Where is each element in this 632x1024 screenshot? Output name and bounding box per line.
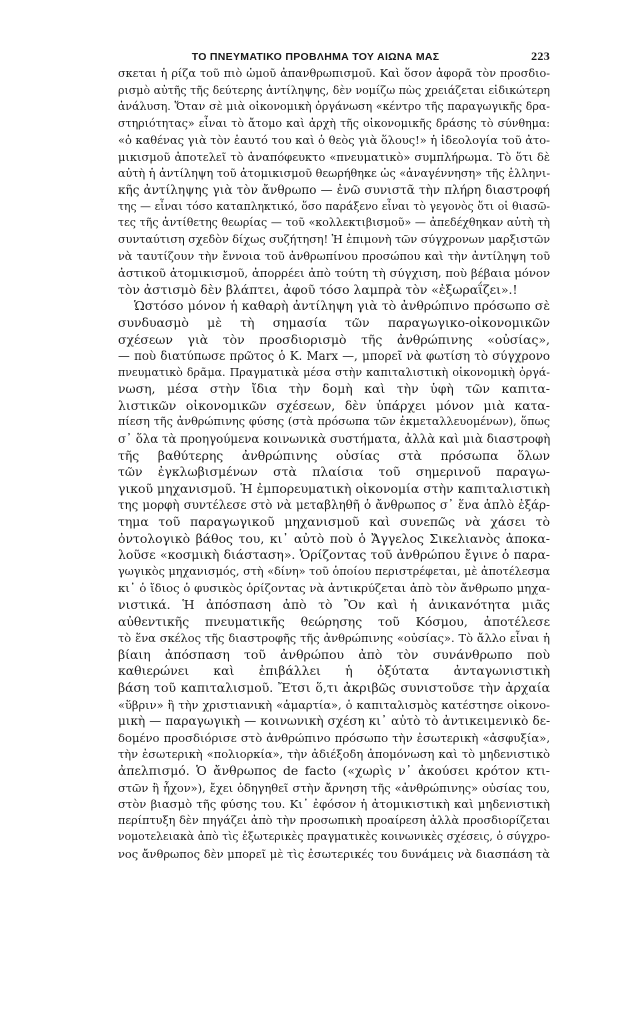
text-line: αὐτὴ ἡ ἀντίληψη τοῦ ἀτομικισμοῦ θεωρήθηκε ὡς «ἀναγέννηση» τῆς ἑλληνι- <box>118 166 551 180</box>
text-line: μικισμοῦ ἀποτελεῖ τὸ ἀναπόφευκτο «πνευματικὸ» συμπλήρωμα. Τὸ ὅτι δὲ <box>118 149 550 164</box>
text-line: κῆς ἀντίληψης γιὰ τὸν ἄνθρωπο — ἐνῶ συνιστᾶ τὴν πλήρη διαστροφή <box>118 183 550 198</box>
text-line: Ὡστόσο μόνον ἡ καθαρὴ ἀντίληψη γιὰ τὸ ἀνθρώπινο πρόσωπο σὲ <box>134 298 550 314</box>
text-line: στὸν βιασμὸ τῆς φύσης του. Κι᾿ ἐφόσον ἡ ἀτομικιστικὴ καὶ μηδενιστικὴ <box>118 797 550 812</box>
text-line: ἀστικοῦ ἀτομικισμοῦ, ἀπορρέει ἀπὸ τούτη τὴ σύγχιση, ποὺ βέβαια μόνον <box>118 266 550 281</box>
text-line: «ὕβριν» ἢ τὴν χριστιανικὴ «ἁμαρτία», ὁ καπιταλισμὸς κατέστησε οἰκονο- <box>118 697 550 712</box>
text-line: δομένο προσδιόρισε στὸ ἀνθρώπινο πρόσωπο τὴν ἐσωτερικὴ «ἀσφυξία», <box>118 730 550 745</box>
text-line: νωση, μέσα στὴν ἴδια τὴν δομὴ καὶ τὴν ὑφὴ τῶν καπιτα- <box>118 381 550 397</box>
running-title: ΤΟ ΠΝΕΥΜΑΤΙΚΟ ΠΡΟΒΛΗΜΑ ΤΟΥ ΑΙΩΝΑ ΜΑΣ <box>191 51 440 63</box>
text-line: βίαιη ἀπόσπαση τοῦ ἀνθρώπου ἀπὸ τὸν συνάνθρωπο ποὺ <box>118 646 550 662</box>
text-line: της — εἶναι τόσο καταπληκτικό, ὅσο παράξενο εἶναι τὸ γεγονὸς ὅτι οἱ θιασῶ- <box>118 199 550 213</box>
text-line: νὰ ταυτίζουν τὴν ἔννοια τοῦ ἀνθρωπίνου προσώπου καὶ τὴν ἀντίληψη τοῦ <box>118 249 550 263</box>
text-line: τες τῆς ἀντίθετης θεωρίας — τοῦ «κολλεκτιβισμοῦ» — ἀπεδέχθηκαν αὐτὴ τὴ <box>118 216 550 230</box>
text-line: ἀνάλυση. Ὅταν σὲ μιὰ οἰκονομικὴ ὀργάνωση «κέντρο τῆς παραγωγικῆς δρα- <box>118 100 550 114</box>
text-line: «ὁ καθένας γιὰ τὸν ἑαυτό του καὶ ὁ θεὸς γιὰ ὅλους!» ἡ ἰδεολογία τοῦ ἀτο- <box>118 133 550 148</box>
text-line: γικοῦ μηχανισμοῦ. Ἡ ἐμπορευματικὴ οἰκονομία στὴν καπιταλιστικὴ <box>118 480 550 496</box>
text-line: τὴν ἐσωτερικὴ «πολιορκία», τὴν ἀδιέξοδη ἀπομόνωση καὶ τὸ μηδενιστικὸ <box>118 747 550 762</box>
text-line: νομοτελειακὰ ἀπὸ τὶς ἐξωτερικὲς πραγματικὲς κοινωνικὲς σχέσεις, ὁ σύγχρο- <box>118 830 550 844</box>
text-line: συνταύτιση σχεδὸν δίχως συζήτηση! Ἡ ἐπιμονὴ τῶν σύγχρονων μαρξιστῶν <box>118 232 550 246</box>
text-line: πνευματικὸ δρᾶμα. Πραγματικὰ μέσα στὴν καπιταλιστικὴ οἰκονομικὴ ὀργά- <box>118 365 550 379</box>
text-line: καθιερώνει καὶ ἐπιβάλλει ἡ ὀξύτατα ἀνταγωνιστικὴ <box>118 663 550 679</box>
text-line: συνδυασμὸ μὲ τὴ σημασία τῶν παραγωγικο-οἰκονομικῶν <box>118 314 550 330</box>
text-line: νος ἄνθρωπος δὲν μπορεῖ μὲ τὶς ἐσωτερικές του δυνάμεις νὰ διασπάση τὰ <box>118 846 550 861</box>
text-line: κι᾿ ὁ ἴδιος ὁ φυσικὸς ὁρίζοντας νὰ ἀντικρύζεται ἀπὸ τὸν ἄνθρωπο μηχα- <box>118 581 550 596</box>
text-line: ἀπελπισμό. Ὁ ἄνθρωπος de facto («χωρὶς ν᾿ ἀκούσει κρότον κτι- <box>118 762 550 778</box>
text-line: ρισμὸ αὐτῆς τῆς δεύτερης ἀντίληψης, δὲν νομίζω πὼς χρειάζεται εἰδικώτερη <box>118 83 550 97</box>
text-line: μικὴ — παραγωγικὴ — κοινωνικὴ σχέση κι᾿ αὐτὸ τὸ ἀντικειμενικὸ δε- <box>118 714 550 729</box>
text-line: βάση τοῦ καπιταλισμοῦ. Ἔτσι ὅ,τι ἀκριβῶς συνιστοῦσε τὴν ἀρχαία <box>118 679 550 695</box>
text-line: πίεση τῆς ἀνθρώπινης φύσης (στὰ πρόσωπα τῶν ἐκμεταλλευομένων), ὅπως <box>118 415 550 429</box>
text-line: — ποὺ διατύπωσε πρῶτος ὁ Κ. Marx —, μπορεῖ νὰ φωτίση τὸ σύγχρονο <box>118 349 550 364</box>
text-line: τημα τοῦ παραγωγικοῦ μηχανισμοῦ καὶ συνεπῶς νὰ χάσει τὸ <box>118 514 550 530</box>
text-line: σκεται ἡ ρίζα τοῦ πιὸ ὠμοῦ ἀπανθρωπισμοῦ. Καὶ ὅσον ἀφορᾶ τὸν προσδιο- <box>118 67 550 80</box>
body-text <box>118 66 550 863</box>
text-line: σχέσεων γιὰ τὸν προσδιορισμὸ τῆς ἀνθρώπινης «οὐσίας», <box>118 331 550 347</box>
text-line: τὸ ἕνα σκέλος τῆς διαστροφῆς τῆς ἀνθρώπινης «οὐσίας». Τὸ ἄλλο εἶναι ἡ <box>118 631 550 646</box>
page-header <box>120 49 550 64</box>
text-line: τὸν ἀστισμὸ δὲν βλάπτει, ἀφοῦ τόσο λαμπρὰ τὸν «ἐξωραΐζει».! <box>118 281 518 297</box>
text-line: λοῦσε «κοσμικὴ διάσταση». Ὁρίζοντας τοῦ ἀνθρώπου ἔγινε ὁ παρα- <box>118 547 550 563</box>
text-line: στηριότητας» εἶναι τὸ ἄτομο καὶ ἀρχὴ τῆς οἰκονομικῆς δράσης τὸ σύνθημα: <box>118 116 550 130</box>
text-line: περίπτυξη δὲν πηγάζει ἀπὸ τὴν προσωπικὴ προαίρεση ἀλλὰ προσδιορίζεται <box>118 813 550 827</box>
text-line: ὀντολογικὸ βάθος του, κι᾿ αὐτὸ ποὺ ὁ Ἄγγελος Σικελιανὸς ἀποκα- <box>118 530 550 546</box>
text-line: τῆς βαθύτερης ἀνθρώπινης οὐσίας στὰ πρόσωπα ὅλων <box>118 447 550 463</box>
text-line: γωγικὸς μηχανισμός, στὴ «δίνη» τοῦ ὁποίου περιστρέφεται, μὲ ἀποτέλεσμα <box>118 564 550 578</box>
text-line: της μορφὴ συντέλεσε στὸ νὰ μεταβληθῆ ὁ ἄνθρωπος σ᾿ ἕνα ἁπλὸ ἐξάρ- <box>118 498 550 513</box>
text-line: στῶν ἢ ἦχον»), ἔχει ὁδηγηθεῖ στὴν ἄρνηση τῆς «ἀνθρώπινης» οὐσίας του, <box>118 780 550 795</box>
text-line: σ᾿ ὅλα τὰ προηγούμενα κοινωνικὰ συστήματα, ἀλλὰ καὶ μιὰ διαστροφὴ <box>118 432 551 447</box>
text-line: λιστικῶν οἰκονομικῶν σχέσεων, δὲν ὑπάρχει μόνον μιὰ κατα- <box>118 397 550 413</box>
text-line: αὐθεντικῆς πνευματικῆς θεώρησης τοῦ Κόσμου, ἀποτέλεσε <box>118 613 550 629</box>
page-number: 223 <box>531 49 550 63</box>
text-line: τῶν ἐγκλωβισμένων στὰ πλαίσια τοῦ σημερινοῦ παραγω- <box>118 464 550 480</box>
text-line: νιστικά. Ἡ ἀπόσπαση ἀπὸ τὸ Ὂν καὶ ἡ ἀνικανότητα μιᾶς <box>118 597 550 612</box>
